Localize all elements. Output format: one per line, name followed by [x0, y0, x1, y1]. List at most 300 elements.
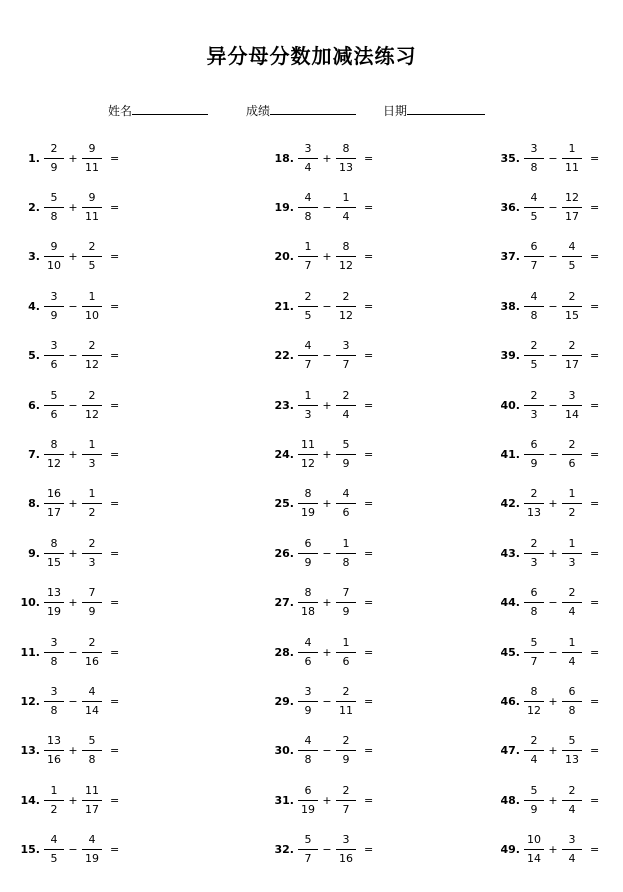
- equals-sign: =: [364, 398, 374, 412]
- fraction-bar: [298, 652, 318, 653]
- equals-sign: =: [590, 299, 600, 313]
- operator: −: [68, 349, 78, 363]
- fraction-b: [334, 389, 358, 422]
- denominator: 10: [85, 308, 99, 322]
- fraction-b: [80, 240, 104, 273]
- fraction-b: [80, 389, 104, 422]
- fraction-a: [296, 636, 320, 669]
- numerator: 2: [88, 240, 96, 254]
- numerator: 2: [568, 437, 576, 451]
- numerator: 2: [568, 586, 576, 600]
- equals-sign: =: [110, 349, 120, 363]
- problem-item: [274, 829, 373, 871]
- denominator: 2: [568, 506, 576, 520]
- denominator: 19: [85, 852, 99, 866]
- equals-sign: =: [590, 151, 600, 165]
- problem-number: 40.: [500, 398, 520, 412]
- operator: −: [68, 299, 78, 313]
- fraction-bar: [82, 800, 102, 801]
- numerator: 7: [342, 586, 350, 600]
- operator: +: [322, 793, 332, 807]
- fraction-bar: [82, 602, 102, 603]
- denominator: 7: [304, 358, 312, 372]
- operator: −: [322, 200, 332, 214]
- denominator: 14: [527, 852, 541, 866]
- fraction-b: [334, 833, 358, 866]
- numerator: 5: [568, 734, 576, 748]
- fraction-a: [42, 142, 66, 175]
- numerator: 2: [530, 487, 538, 501]
- problem-item: [274, 236, 373, 278]
- fraction-b: [80, 487, 104, 520]
- fraction-bar: [336, 652, 356, 653]
- numerator: 2: [530, 388, 538, 402]
- fraction-bar: [524, 750, 544, 751]
- equals-sign: =: [110, 200, 120, 214]
- denominator: 12: [301, 456, 315, 470]
- problem-item: [500, 433, 599, 475]
- fraction-a: [522, 339, 546, 372]
- problem-number: 11.: [20, 645, 40, 659]
- denominator: 9: [304, 555, 312, 569]
- problem-item: [274, 483, 373, 525]
- equals-sign: =: [590, 200, 600, 214]
- numerator: 3: [530, 141, 538, 155]
- fraction-a: [522, 487, 546, 520]
- name-field[interactable]: [108, 102, 208, 119]
- fraction-bar: [298, 800, 318, 801]
- problem-number: 45.: [500, 645, 520, 659]
- denominator: 9: [88, 605, 96, 619]
- fraction-bar: [44, 158, 64, 159]
- numerator: 8: [50, 437, 58, 451]
- equals-sign: =: [364, 546, 374, 560]
- numerator: 1: [304, 388, 312, 402]
- operator: −: [548, 250, 558, 264]
- denominator: 17: [565, 209, 579, 223]
- problem-item: [500, 483, 599, 525]
- numerator: 3: [342, 339, 350, 353]
- operator: +: [322, 447, 332, 461]
- problem-number: 7.: [28, 447, 40, 461]
- numerator: 2: [304, 289, 312, 303]
- fraction-bar: [524, 701, 544, 702]
- problem-item: [274, 433, 373, 475]
- fraction-bar: [82, 355, 102, 356]
- equals-sign: =: [110, 546, 120, 560]
- denominator: 16: [47, 753, 61, 767]
- denominator: 12: [85, 407, 99, 421]
- fraction-bar: [82, 454, 102, 455]
- fraction-bar: [82, 158, 102, 159]
- numerator: 1: [88, 487, 96, 501]
- problem-item: [500, 779, 599, 821]
- problem-number: 43.: [500, 546, 520, 560]
- fraction-b: [560, 240, 584, 273]
- date-blank[interactable]: [407, 102, 485, 115]
- operator: +: [548, 694, 558, 708]
- numerator: 5: [304, 833, 312, 847]
- equals-sign: =: [590, 694, 600, 708]
- fraction-bar: [298, 454, 318, 455]
- denominator: 3: [88, 456, 96, 470]
- numerator: 11: [85, 783, 99, 797]
- fraction-bar: [524, 405, 544, 406]
- fraction-a: [42, 586, 66, 619]
- problem-number: 29.: [274, 694, 294, 708]
- fraction-bar: [298, 750, 318, 751]
- denominator: 7: [530, 259, 538, 273]
- fraction-b: [560, 487, 584, 520]
- fraction-bar: [44, 207, 64, 208]
- score-field[interactable]: [246, 102, 356, 119]
- fraction-bar: [82, 405, 102, 406]
- fraction-bar: [336, 454, 356, 455]
- fraction-a: [522, 290, 546, 323]
- numerator: 5: [50, 388, 58, 402]
- fraction-bar: [336, 158, 356, 159]
- numerator: 8: [304, 487, 312, 501]
- equals-sign: =: [110, 694, 120, 708]
- fraction-b: [560, 537, 584, 570]
- name-label: 姓名: [108, 104, 133, 118]
- operator: −: [548, 596, 558, 610]
- numerator: 2: [530, 339, 538, 353]
- numerator: 3: [342, 833, 350, 847]
- denominator: 8: [88, 753, 96, 767]
- denominator: 4: [568, 802, 576, 816]
- denominator: 12: [339, 308, 353, 322]
- denominator: 3: [304, 407, 312, 421]
- equals-sign: =: [590, 843, 600, 857]
- denominator: 12: [47, 456, 61, 470]
- date-field[interactable]: [383, 102, 485, 119]
- fraction-bar: [298, 207, 318, 208]
- name-blank[interactable]: [132, 102, 208, 115]
- fraction-b: [334, 784, 358, 817]
- fraction-bar: [82, 652, 102, 653]
- problem-item: [274, 582, 373, 624]
- problem-number: 37.: [500, 250, 520, 264]
- fraction-bar: [82, 207, 102, 208]
- denominator: 5: [50, 852, 58, 866]
- equals-sign: =: [110, 250, 120, 264]
- numerator: 5: [530, 635, 538, 649]
- problem-item: [274, 730, 373, 772]
- fraction-a: [296, 784, 320, 817]
- problem-item: [500, 285, 599, 327]
- denominator: 7: [342, 358, 350, 372]
- denominator: 11: [85, 160, 99, 174]
- fraction-bar: [82, 750, 102, 751]
- fraction-a: [522, 438, 546, 471]
- denominator: 8: [342, 555, 350, 569]
- fraction-b: [80, 537, 104, 570]
- problem-item: [500, 186, 599, 228]
- problem-item: [20, 285, 119, 327]
- fraction-bar: [562, 701, 582, 702]
- denominator: 4: [568, 852, 576, 866]
- denominator: 9: [342, 456, 350, 470]
- fraction-bar: [562, 602, 582, 603]
- problem-number: 2.: [28, 200, 40, 214]
- numerator: 2: [50, 141, 58, 155]
- equals-sign: =: [110, 843, 120, 857]
- fraction-bar: [82, 553, 102, 554]
- problem-item: [500, 582, 599, 624]
- operator: −: [322, 546, 332, 560]
- fraction-a: [522, 389, 546, 422]
- problem-item: [20, 582, 119, 624]
- operator: +: [68, 200, 78, 214]
- fraction-b: [334, 240, 358, 273]
- fraction-b: [334, 537, 358, 570]
- numerator: 3: [304, 141, 312, 155]
- problem-number: 32.: [274, 843, 294, 857]
- numerator: 5: [342, 437, 350, 451]
- equals-sign: =: [110, 398, 120, 412]
- problem-item: [20, 236, 119, 278]
- denominator: 9: [342, 605, 350, 619]
- operator: +: [322, 250, 332, 264]
- numerator: 1: [342, 536, 350, 550]
- denominator: 13: [565, 753, 579, 767]
- numerator: 2: [568, 339, 576, 353]
- numerator: 4: [50, 833, 58, 847]
- denominator: 8: [530, 605, 538, 619]
- equals-sign: =: [590, 398, 600, 412]
- fraction-bar: [562, 256, 582, 257]
- problem-number: 48.: [500, 793, 520, 807]
- fraction-bar: [336, 553, 356, 554]
- operator: −: [68, 398, 78, 412]
- numerator: 8: [342, 240, 350, 254]
- problem-number: 5.: [28, 349, 40, 363]
- numerator: 1: [568, 635, 576, 649]
- problem-number: 39.: [500, 349, 520, 363]
- numerator: 12: [565, 190, 579, 204]
- operator: +: [548, 843, 558, 857]
- equals-sign: =: [110, 447, 120, 461]
- numerator: 4: [304, 339, 312, 353]
- fraction-bar: [524, 553, 544, 554]
- fraction-bar: [44, 256, 64, 257]
- denominator: 19: [301, 506, 315, 520]
- denominator: 3: [530, 555, 538, 569]
- problem-number: 36.: [500, 200, 520, 214]
- numerator: 1: [568, 536, 576, 550]
- fraction-b: [334, 438, 358, 471]
- fraction-a: [296, 685, 320, 718]
- equals-sign: =: [364, 349, 374, 363]
- problem-item: [20, 680, 119, 722]
- denominator: 12: [85, 358, 99, 372]
- operator: −: [548, 398, 558, 412]
- fraction-b: [80, 339, 104, 372]
- fraction-b: [334, 191, 358, 224]
- fraction-a: [42, 438, 66, 471]
- fraction-bar: [298, 701, 318, 702]
- numerator: 6: [568, 684, 576, 698]
- equals-sign: =: [364, 645, 374, 659]
- numerator: 1: [88, 437, 96, 451]
- numerator: 4: [88, 684, 96, 698]
- denominator: 8: [530, 160, 538, 174]
- denominator: 11: [565, 160, 579, 174]
- numerator: 8: [50, 536, 58, 550]
- operator: −: [68, 843, 78, 857]
- score-blank[interactable]: [270, 102, 356, 115]
- fraction-bar: [562, 553, 582, 554]
- fraction-bar: [82, 849, 102, 850]
- equals-sign: =: [110, 151, 120, 165]
- problem-item: [20, 384, 119, 426]
- equals-sign: =: [590, 349, 600, 363]
- fraction-bar: [524, 158, 544, 159]
- equals-sign: =: [110, 645, 120, 659]
- problem-number: 6.: [28, 398, 40, 412]
- denominator: 6: [304, 654, 312, 668]
- denominator: 3: [568, 555, 576, 569]
- fraction-bar: [562, 158, 582, 159]
- denominator: 2: [50, 802, 58, 816]
- fraction-a: [42, 389, 66, 422]
- fraction-a: [42, 290, 66, 323]
- fraction-bar: [562, 849, 582, 850]
- denominator: 3: [88, 555, 96, 569]
- numerator: 4: [530, 289, 538, 303]
- operator: +: [322, 497, 332, 511]
- denominator: 17: [85, 802, 99, 816]
- equals-sign: =: [590, 645, 600, 659]
- problem-item: [500, 384, 599, 426]
- fraction-b: [560, 191, 584, 224]
- fraction-b: [80, 685, 104, 718]
- numerator: 4: [530, 190, 538, 204]
- fraction-bar: [336, 355, 356, 356]
- numerator: 8: [304, 586, 312, 600]
- numerator: 8: [342, 141, 350, 155]
- operator: −: [548, 299, 558, 313]
- equals-sign: =: [364, 299, 374, 313]
- fraction-bar: [82, 701, 102, 702]
- equals-sign: =: [110, 497, 120, 511]
- denominator: 5: [530, 209, 538, 223]
- denominator: 7: [342, 802, 350, 816]
- fraction-b: [334, 290, 358, 323]
- problem-number: 35.: [500, 151, 520, 165]
- fraction-bar: [562, 306, 582, 307]
- problem-item: [500, 137, 599, 179]
- fraction-b: [560, 636, 584, 669]
- problem-number: 3.: [28, 250, 40, 264]
- problem-number: 27.: [274, 596, 294, 610]
- numerator: 2: [342, 388, 350, 402]
- operator: +: [322, 398, 332, 412]
- operator: −: [322, 349, 332, 363]
- fraction-b: [560, 833, 584, 866]
- denominator: 8: [304, 209, 312, 223]
- denominator: 9: [50, 308, 58, 322]
- fraction-a: [42, 487, 66, 520]
- numerator: 1: [50, 783, 58, 797]
- fraction-bar: [336, 306, 356, 307]
- fraction-b: [560, 784, 584, 817]
- numerator: 2: [88, 536, 96, 550]
- numerator: 2: [530, 536, 538, 550]
- fraction-bar: [336, 849, 356, 850]
- operator: +: [548, 546, 558, 560]
- denominator: 5: [530, 358, 538, 372]
- fraction-a: [296, 438, 320, 471]
- numerator: 2: [568, 783, 576, 797]
- fraction-a: [522, 142, 546, 175]
- numerator: 13: [47, 586, 61, 600]
- numerator: 2: [342, 289, 350, 303]
- problem-number: 24.: [274, 447, 294, 461]
- problem-number: 26.: [274, 546, 294, 560]
- denominator: 11: [85, 209, 99, 223]
- numerator: 2: [342, 734, 350, 748]
- numerator: 1: [568, 487, 576, 501]
- problem-number: 4.: [28, 299, 40, 313]
- fraction-bar: [298, 306, 318, 307]
- fraction-bar: [562, 503, 582, 504]
- operator: −: [322, 843, 332, 857]
- numerator: 4: [304, 190, 312, 204]
- fraction-b: [334, 586, 358, 619]
- operator: +: [68, 497, 78, 511]
- numerator: 4: [304, 734, 312, 748]
- denominator: 11: [339, 703, 353, 717]
- numerator: 2: [88, 339, 96, 353]
- operator: +: [68, 151, 78, 165]
- fraction-bar: [562, 750, 582, 751]
- denominator: 7: [304, 852, 312, 866]
- fraction-a: [296, 290, 320, 323]
- fraction-bar: [524, 306, 544, 307]
- fraction-a: [522, 784, 546, 817]
- fraction-b: [334, 636, 358, 669]
- problem-number: 38.: [500, 299, 520, 313]
- numerator: 13: [47, 734, 61, 748]
- numerator: 1: [304, 240, 312, 254]
- operator: −: [548, 349, 558, 363]
- denominator: 6: [50, 358, 58, 372]
- equals-sign: =: [364, 151, 374, 165]
- fraction-a: [42, 833, 66, 866]
- problem-item: [274, 631, 373, 673]
- numerator: 6: [530, 240, 538, 254]
- problem-number: 44.: [500, 596, 520, 610]
- numerator: 3: [50, 339, 58, 353]
- equals-sign: =: [110, 793, 120, 807]
- denominator: 8: [304, 753, 312, 767]
- numerator: 11: [301, 437, 315, 451]
- fraction-a: [296, 191, 320, 224]
- denominator: 9: [304, 703, 312, 717]
- fraction-a: [296, 487, 320, 520]
- problem-item: [20, 532, 119, 574]
- denominator: 12: [339, 259, 353, 273]
- problem-number: 8.: [28, 497, 40, 511]
- fraction-bar: [336, 207, 356, 208]
- numerator: 1: [568, 141, 576, 155]
- fraction-b: [560, 734, 584, 767]
- operator: −: [548, 447, 558, 461]
- operator: −: [68, 645, 78, 659]
- operator: +: [68, 744, 78, 758]
